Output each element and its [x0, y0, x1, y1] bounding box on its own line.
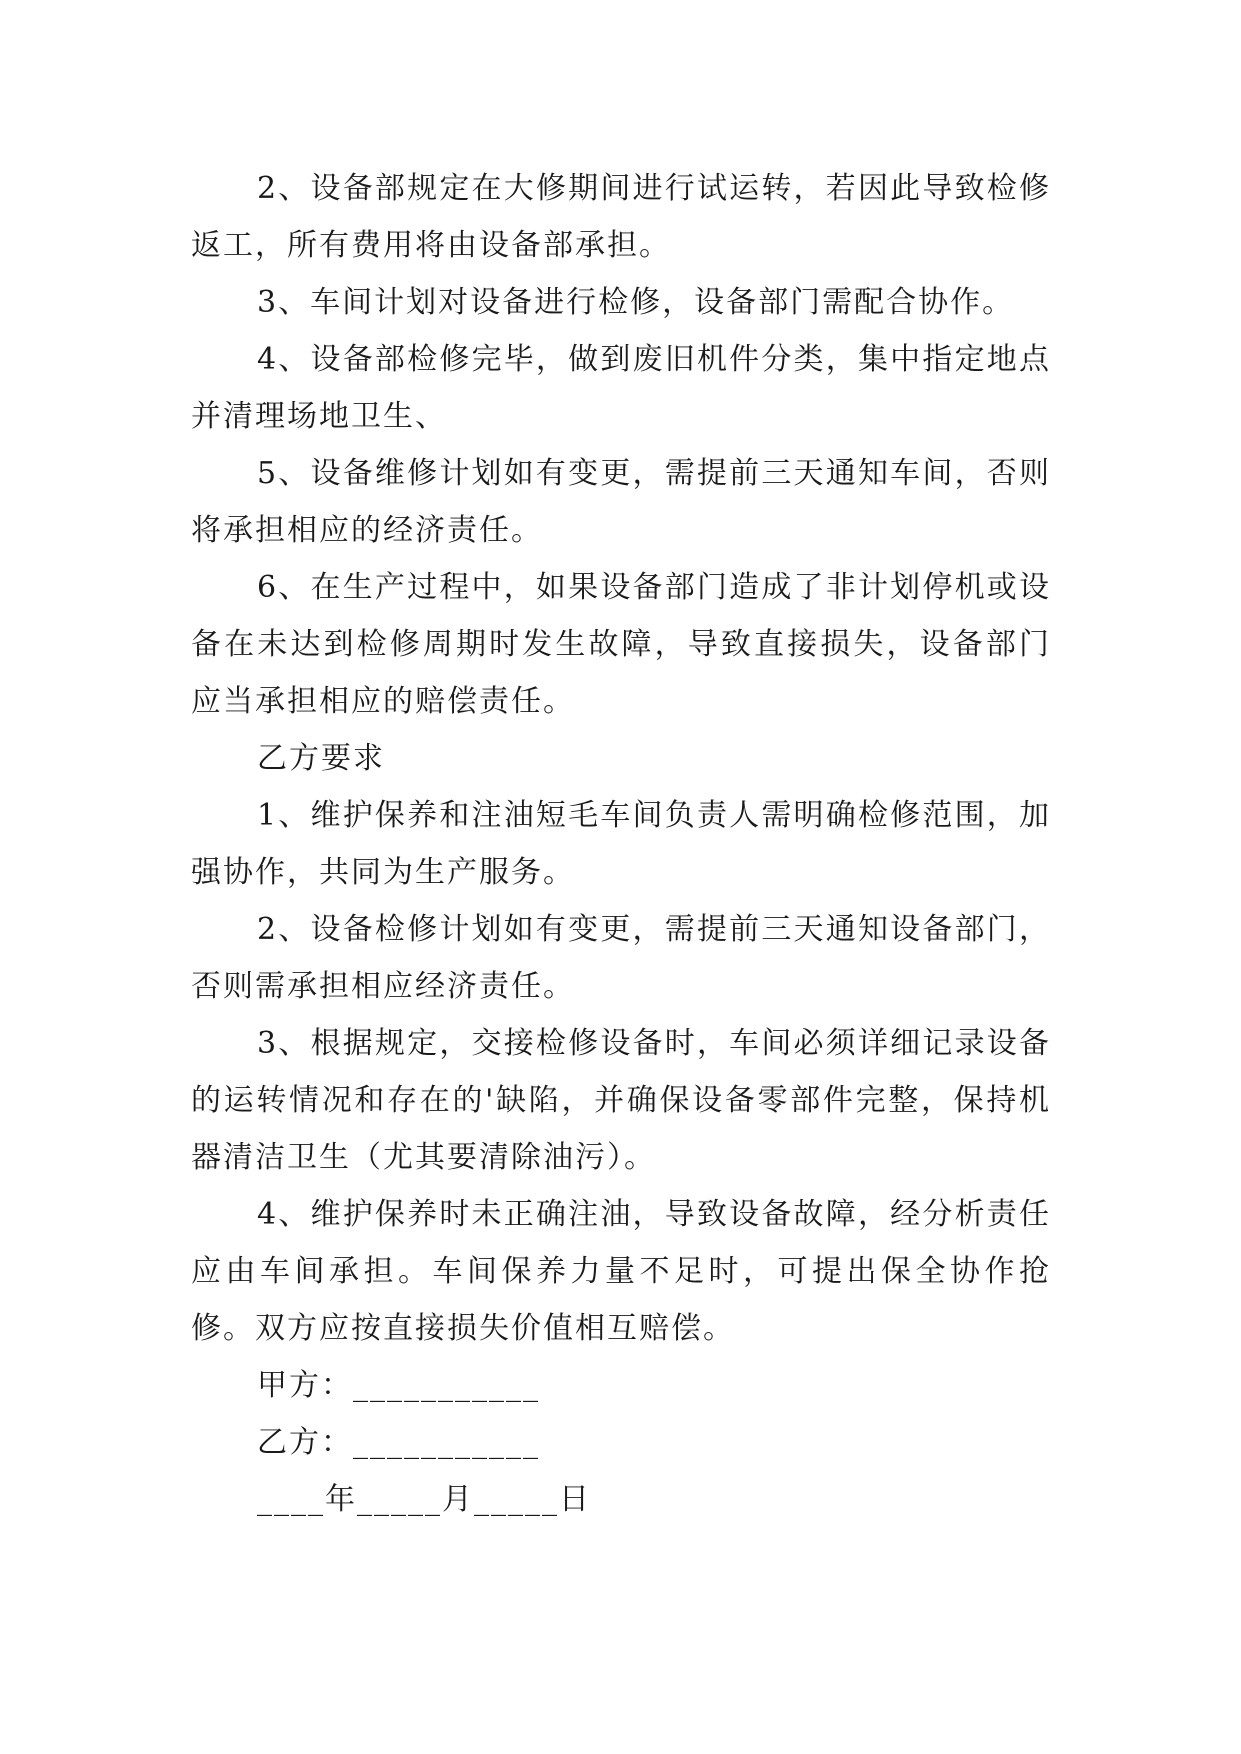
party-b-heading: 乙方要求: [257, 741, 385, 776]
clause-paragraph: 4、设备部检修完毕，做到废旧机件分类，集中指定地点并清理场地卫生、: [191, 342, 1051, 434]
clause-paragraph: 5、设备维修计划如有变更，需提前三天通知车间，否则将承担相应的经济责任。: [191, 456, 1051, 548]
party-b-clause: 3、根据规定，交接检修设备时，车间必须详细记录设备的运转情况和存在的'缺陷，并确保设备零部件完整，保持机器清洁卫生（尤其要清除油污）。: [191, 1026, 1051, 1175]
party-b-clause: 1、维护保养和注油短毛车间负责人需明确检修范围，加强协作，共同为生产服务。: [191, 798, 1051, 890]
clause-paragraph: 3、车间计划对设备进行检修，设备部门需配合协作。: [257, 285, 1015, 320]
clause-paragraph: 2、设备部规定在大修期间进行试运转，若因此导致检修返工，所有费用将由设备部承担。: [191, 171, 1051, 263]
clause-paragraph: 6、在生产过程中，如果设备部门造成了非计划停机或设备在未达到检修周期时发生故障，导致直接损失，设备部门应当承担相应的赔偿责任。: [191, 570, 1051, 719]
party-b-clause: 2、设备检修计划如有变更，需提前三天通知设备部门，否则需承担相应经济责任。: [191, 912, 1051, 1004]
party-b-clause: 4、维护保养时未正确注油，导致设备故障，经分析责任应由车间承担。车间保养力量不足时，可提出保全协作抢修。双方应按直接损失价值相互赔偿。: [191, 1197, 1051, 1346]
party-b-signature: 乙方：___________: [257, 1425, 540, 1460]
party-a-signature: 甲方：___________: [257, 1368, 540, 1403]
document-body: [191, 160, 1051, 1528]
signature-date: ____年_____月_____日: [257, 1482, 591, 1517]
